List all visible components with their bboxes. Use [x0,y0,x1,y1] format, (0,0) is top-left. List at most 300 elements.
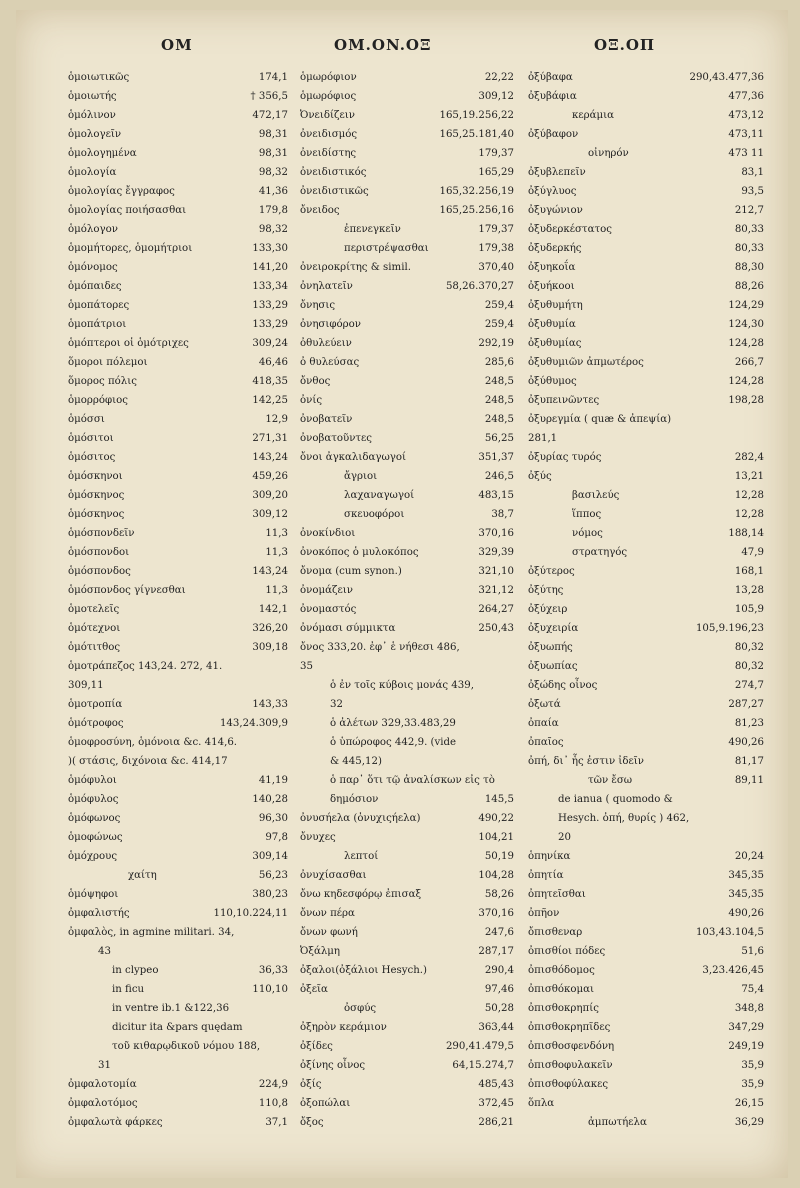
entry-reference: 98,32 [258,224,288,235]
index-entry [528,695,764,714]
entry-reference: 309,12 [252,509,288,520]
entry-term: ὁμόχρους [68,851,118,862]
entry-term: ὁμωρόφιον [300,72,357,83]
entry-reference: 351,37 [478,452,514,463]
index-entry [300,163,514,182]
entry-reference: 246,5 [484,471,514,482]
entry-term: ὀμφαλωτὰ φάρκες [68,1117,163,1128]
entry-reference: 321,12 [478,585,514,596]
index-entry [300,372,514,391]
entry-term: ὁμολογίας ἔγγραφος [68,186,175,197]
entry-reference: 249,19 [728,1041,764,1052]
entry-term: ὀξύθυμος [528,376,577,387]
entry-term: ἵππος [572,509,602,520]
entry-term: ὁμοιωτικῶς [68,72,130,83]
entry-term: ὁμοιωτής [68,91,117,102]
entry-reference: 282,4 [734,452,764,463]
entry-term: ὀνομαστός [300,604,357,615]
entry-reference: 103,43.104,5 [695,927,764,938]
entry-reference: 3,23.426,45 [702,965,764,976]
index-entry [68,1018,288,1037]
entry-reference: 274,7 [734,680,764,691]
entry-reference: 224,9 [258,1079,288,1090]
entry-term: in ficu [112,984,145,995]
entry-reference: 41,19 [258,775,288,786]
entry-term: κεράμια [572,110,615,121]
index-entry [300,752,514,771]
index-entry [300,87,514,106]
entry-term: ὁ ὑπώροφος 442,9. (vide [330,737,457,748]
index-entry [300,353,514,372]
index-entry [68,1094,288,1113]
index-entry [528,752,764,771]
index-entry [528,182,764,201]
entry-reference: 285,6 [484,357,514,368]
index-entry [528,942,764,961]
entry-term: ὁμόψηφοι [68,889,119,900]
entry-reference: 104,21 [478,832,514,843]
entry-reference: 472,17 [252,110,288,121]
entry-reference: 250,43 [478,623,514,634]
index-entry [300,600,514,619]
entry-reference: 88,30 [734,262,764,273]
entry-term: ὀξυρεγμία ( quæ & ἀπεψία) [528,414,672,425]
entry-reference: 198,28 [728,395,764,406]
index-entry [68,1037,288,1056]
entry-term: ὄνθος [300,376,331,387]
running-header [16,36,788,60]
entry-reference: 290,43.477,36 [689,72,764,83]
index-entry [528,258,764,277]
entry-term: ὁμότιτθος [68,642,121,653]
entry-reference: 104,28 [478,870,514,881]
index-entry [300,866,514,885]
index-entry [68,353,288,372]
entry-reference: 56,23 [258,870,288,881]
entry-term: ὄνειδος [300,205,340,216]
index-entry [68,638,288,657]
entry-term: ὄνοι ἀγκαλιδαγωγοί [300,452,406,463]
index-entry [528,809,764,828]
entry-term: ὀνομάζειν [300,585,353,596]
entry-term: ὀπητεῖσθαι [528,889,586,900]
entry-term: ὄπισθεναρ [528,927,583,938]
entry-reference: 490,22 [478,813,514,824]
index-entry [68,904,288,923]
index-entry [528,429,764,448]
index-entry [300,391,514,410]
entry-reference: 370,40 [478,262,514,273]
entry-term: ὀξύβαφα [528,72,573,83]
entry-term: 20 [558,832,571,843]
index-entry [68,296,288,315]
entry-term: ὀνειδιστικός [300,167,367,178]
entry-reference: 248,5 [484,414,514,425]
entry-reference: 50,19 [484,851,514,862]
entry-reference: 56,25 [484,433,514,444]
entry-reference: 247,6 [484,927,514,938]
entry-term: 35 [300,661,313,672]
entry-term: νόμος [572,528,603,539]
index-entry [300,486,514,505]
entry-reference: 83,1 [741,167,764,178]
entry-term: τῶν ἔσω [588,775,633,786]
entry-reference: 11,3 [265,528,288,539]
entry-reference: 41,36 [258,186,288,197]
entry-reference: 490,26 [728,908,764,919]
index-entry [300,904,514,923]
index-entry [528,904,764,923]
index-entry [528,467,764,486]
index-entry [300,657,514,676]
entry-reference: 133,29 [252,300,288,311]
index-entry [528,220,764,239]
index-entry [300,961,514,980]
entry-term: ὀπισθίοι πόδες [528,946,606,957]
entry-term: λεπτοί [344,851,379,862]
entry-reference: 110,8 [258,1098,288,1109]
entry-term: ὁμόσιτοι [68,433,114,444]
index-entry [528,68,764,87]
entry-reference: 290,41.479,5 [445,1041,514,1052]
entry-reference: 12,28 [734,490,764,501]
entry-reference: 168,1 [734,566,764,577]
index-entry [528,1113,764,1132]
entry-reference: 143,24 [252,452,288,463]
entry-reference: 12,28 [734,509,764,520]
index-column-3 [528,68,764,1132]
entry-term: ὀξωτά [528,699,561,710]
entry-term: dicitur ita &pars quędam [112,1022,243,1033]
index-entry [300,847,514,866]
index-entry [68,125,288,144]
index-entry [300,524,514,543]
entry-term: ὀξυθυμιῶν ἀπμωτέρος [528,357,644,368]
index-entry [300,296,514,315]
entry-term: ὀξίδες [300,1041,333,1052]
entry-reference: 133,34 [252,281,288,292]
entry-term: ὀνόμασι σύμμικτα [300,623,396,634]
index-entry [68,752,288,771]
index-entry [300,467,514,486]
entry-term: ὀξύγλυος [528,186,577,197]
entry-reference: 266,7 [734,357,764,368]
index-entry [300,1094,514,1113]
index-entry [300,334,514,353]
entry-term: ὀξηρὸν κεράμιον [300,1022,387,1033]
entry-term: Ὀνειδίζειν [300,110,355,121]
index-entry [300,809,514,828]
index-entry [68,600,288,619]
entry-term: ὁμολογημένα [68,148,137,159]
entry-term: ὀπισθόκομαι [528,984,595,995]
header-right: OΞ.OΠ [594,36,656,54]
entry-term: ὁμοτράπεζος 143,24. 272, 41. [68,661,223,672]
entry-reference: 179,37 [478,224,514,235]
entry-reference: 248,5 [484,376,514,387]
entry-term: ὁμόσπονδοι [68,547,130,558]
entry-reference: 81,17 [734,756,764,767]
entry-term: ὀξυδερκής [528,243,582,254]
index-entry [68,467,288,486]
entry-reference: 11,3 [265,547,288,558]
index-entry [528,372,764,391]
index-entry [68,448,288,467]
index-entry [68,410,288,429]
entry-reference: 309,14 [252,851,288,862]
entry-term: ὀπητία [528,870,564,881]
index-entry [528,619,764,638]
index-entry [300,68,514,87]
index-entry [300,315,514,334]
entry-reference: 110,10.224,11 [213,908,288,919]
entry-reference: 326,20 [252,623,288,634]
entry-reference: 380,23 [252,889,288,900]
entry-reference: 89,11 [734,775,764,786]
entry-term: οἰνηρόν [588,148,629,159]
entry-reference: 80,32 [734,642,764,653]
index-entry [528,638,764,657]
entry-term: ὁμόσκηνος [68,509,125,520]
index-entry [528,486,764,505]
index-entry [68,809,288,828]
entry-reference: 58,26 [484,889,514,900]
index-entry [68,220,288,239]
entry-term: ὀνυχίσασθαι [300,870,367,881]
entry-term: ὀσφύς [344,1003,377,1014]
entry-reference: 20,24 [734,851,764,862]
entry-term: ἄγριοι [344,471,378,482]
entry-term: ὀνηλατεῖν [300,281,353,292]
entry-reference: 11,3 [265,585,288,596]
index-entry [528,296,764,315]
entry-term: ὁμορρόφιος [68,395,128,406]
entry-reference: 22,22 [484,72,514,83]
index-entry [300,695,514,714]
entry-term: ὁμόφυλοι [68,775,117,786]
index-entry [528,87,764,106]
entry-term: ὀξύς [528,471,552,482]
index-entry [300,144,514,163]
index-entry [300,258,514,277]
index-entry [300,581,514,600]
entry-term: ὁμοφώνως [68,832,123,843]
entry-reference: 35,9 [741,1060,764,1071]
entry-reference: 81,23 [734,718,764,729]
index-entry [68,790,288,809]
entry-reference: 286,21 [478,1117,514,1128]
entry-reference: 490,26 [728,737,764,748]
index-entry [300,201,514,220]
entry-term: ὁμόσσι [68,414,105,425]
entry-term: ὁμολογίας ποιήσασθαι [68,205,187,216]
entry-reference: 75,4 [741,984,764,995]
entry-term: ὀνοβατοῦντες [300,433,373,444]
entry-reference: 105,9 [734,604,764,615]
entry-term: ὀνειροκρίτης & simil. [300,262,411,273]
index-entry [300,277,514,296]
entry-term: ἐπενεγκεῖν [344,224,401,235]
entry-term: ὀξυδερκέστατος [528,224,612,235]
index-entry [68,429,288,448]
index-entry [68,1075,288,1094]
index-entry [300,220,514,239]
entry-reference: 477,36 [728,91,764,102]
index-entry [528,562,764,581]
index-entry [528,828,764,847]
entry-term: ὁμωρόφιος [300,91,357,102]
index-entry [300,1056,514,1075]
header-left: OM [161,36,193,54]
entry-term: ὀξυηκοΐα [528,262,576,273]
entry-term: ὁμόσκηνοι [68,471,123,482]
entry-reference: 212,7 [734,205,764,216]
entry-reference: 141,20 [252,262,288,273]
entry-term: δημόσιον [330,794,379,805]
entry-reference: 165,19.256,22 [439,110,514,121]
entry-reference: 80,33 [734,243,764,254]
entry-term: ὀξώδης οἶνος [528,680,598,691]
entry-term: ὁ παρ᾽ ὅτι τῷ ἀναλίσκων εἰς τὸ [330,775,495,786]
index-entry [68,68,288,87]
entry-term: ὁμόφυλος [68,794,119,805]
entry-term: ὀμφαλοτομία [68,1079,137,1090]
entry-term: ὄνυχες [300,832,336,843]
entry-term: 43 [98,946,111,957]
index-entry [68,239,288,258]
index-entry [300,543,514,562]
entry-reference: 124,29 [728,300,764,311]
index-entry [300,638,514,657]
entry-term: ὀξυωπίας [528,661,578,672]
entry-term: ὀπή, δι᾽ ἧς ἐστιν ἰδεῖν [528,756,644,767]
index-entry [528,657,764,676]
entry-term: ὄνος 333,20. ἐφ᾽ ἑ νήθεσι 486, [300,642,460,653]
entry-term: 31 [98,1060,111,1071]
entry-term: ὁμόπαιδες [68,281,122,292]
index-entry [528,1037,764,1056]
entry-reference: 287,17 [478,946,514,957]
entry-term: ὀπαία [528,718,559,729]
entry-term: ὁμόφωνος [68,813,121,824]
index-entry [68,334,288,353]
entry-reference: 38,7 [491,509,514,520]
entry-term: Hesych. ὀπή, θυρίς ) 462, [558,813,690,824]
entry-reference: 97,8 [265,832,288,843]
entry-reference: 124,30 [728,319,764,330]
index-entry [528,1075,764,1094]
entry-term: ὀ θυλεύσας [300,357,360,368]
index-entry [528,448,764,467]
index-entry [68,486,288,505]
index-entry [68,714,288,733]
index-entry [528,923,764,942]
entry-term: περιστρέψασθαι [344,243,429,254]
index-entry [528,353,764,372]
entry-term: λαχαναγωγοί [344,490,415,501]
entry-term: ὀξυήκοοι [528,281,575,292]
entry-reference: 133,30 [252,243,288,254]
entry-term: ὀμφαλὸς, in agmine militari. 34, [68,927,235,938]
entry-term: ὅμοροι πόλεμοι [68,357,148,368]
entry-term: ὀπαῖος [528,737,564,748]
entry-reference: 37,1 [265,1117,288,1128]
entry-term: ὀξύτερος [528,566,575,577]
index-entry [528,201,764,220]
entry-term: ὀπισθοφύλακες [528,1079,609,1090]
entry-reference: 309,20 [252,490,288,501]
index-entry [68,315,288,334]
index-entry [300,239,514,258]
index-entry [300,1075,514,1094]
entry-term: βασιλεύς [572,490,620,501]
entry-reference: 259,4 [484,319,514,330]
index-entry [300,125,514,144]
entry-reference: 142,25 [252,395,288,406]
entry-term: ὀξοπώλαι [300,1098,351,1109]
entry-reference: 12,9 [265,414,288,425]
index-entry [68,524,288,543]
entry-term: ὀνησιφόρον [300,319,361,330]
entry-reference: 35,9 [741,1079,764,1090]
entry-term: ὀξύχειρ [528,604,568,615]
entry-reference: 58,26.370,27 [445,281,514,292]
entry-term: ὄξος [300,1117,324,1128]
index-entry [300,733,514,752]
entry-term: 32 [330,699,343,710]
entry-term: Ὀξάλμη [300,946,341,957]
entry-reference: 329,39 [478,547,514,558]
entry-term: ὄνησις [300,300,336,311]
index-entry [528,505,764,524]
index-entry [300,1113,514,1132]
index-entry [528,676,764,695]
entry-reference: 309,18 [252,642,288,653]
index-entry [68,581,288,600]
entry-term: ὀξεῖα [300,984,328,995]
index-entry [300,182,514,201]
index-entry [68,885,288,904]
entry-reference: 292,19 [478,338,514,349]
index-entry [528,1056,764,1075]
index-entry [68,923,288,942]
index-entry [528,961,764,980]
entry-reference: 259,4 [484,300,514,311]
entry-term: ὁπηνίκα [528,851,571,862]
entry-reference: 36,33 [258,965,288,976]
entry-term: ὀμφαλοτόμος [68,1098,138,1109]
entry-term: ὀπῆον [528,908,560,919]
index-entry [528,980,764,999]
entry-reference: 473,12 [728,110,764,121]
entry-reference: 459,26 [252,471,288,482]
entry-term: ὁμόλογον [68,224,118,235]
entry-term: ὀξυχειρία [528,623,579,634]
entry-reference: 105,9.196,23 [695,623,764,634]
index-column-2 [300,68,514,1132]
entry-term: ὀνοκόπος ὁ μυλοκόπος [300,547,419,558]
entry-term: ὀξίνης οἶνος [300,1060,366,1071]
index-entry [300,885,514,904]
entry-term: ὁμόπτεροι οἱ ὁμότριχες [68,338,189,349]
entry-reference: 348,8 [734,1003,764,1014]
entry-term: ὀξυθυμήτη [528,300,583,311]
entry-reference: 188,14 [728,528,764,539]
index-entry [300,999,514,1018]
index-entry [68,201,288,220]
entry-reference: 179,38 [478,243,514,254]
index-entry [528,1094,764,1113]
